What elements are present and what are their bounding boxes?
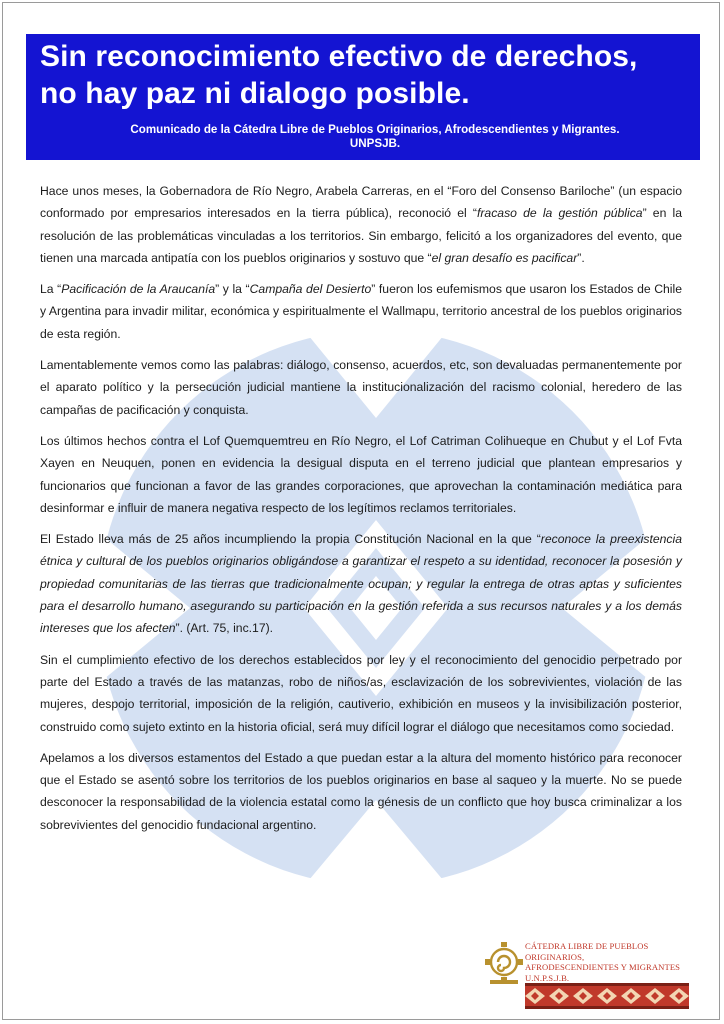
logo-spiral-icon: [484, 940, 524, 988]
paragraph-7: Apelamos a los diversos estamentos del Estado a que puedan estar a la altura del momento histórico para reconocer que el Estado se asentó sobre los territorios de los pueblos originarios en base al saqueo y la muerte. No se puede desconocer la responsabilidad de la violencia estatal como la génesis de un conflicto que hoy busca criminalizar a los sobrevivientes del genocidio fundacional argentino.: [40, 750, 682, 832]
p1-text-c: ” en la resolución de las problemáticas vinculadas a los territorios. Sin embargo, felicitó a los organizadores del evento, que tienen una marcada antipatía con los pueblos originarios y sostuvo que “: [40, 206, 682, 265]
p1-text-e: ”.: [577, 250, 585, 265]
subtitle-line-1: Comunicado de la Cátedra Libre de Pueblos Originarios, Afrodescendientes y Migrantes.: [130, 123, 620, 136]
p1-quote-fracaso: fracaso de la gestión pública: [476, 206, 643, 221]
header-banner: [26, 34, 700, 160]
logo-pattern-band: [525, 983, 689, 1009]
logo-line-2: AFRODESCENDIENTES Y MIGRANTES: [525, 962, 681, 973]
p5-text-c: ”. (Art. 75, inc.17).: [175, 621, 274, 636]
subtitle-line-2: UNPSJB.: [349, 137, 401, 150]
logo-line-1: CÁTEDRA LIBRE DE PUEBLOS ORIGINARIOS,: [525, 941, 649, 962]
paragraph-5: [40, 528, 682, 639]
p5-text-a: El Estado lleva más de 25 años incumpliendo la propia Constitución Nacional en la que “: [40, 532, 541, 547]
p2-text-a: La “: [40, 282, 62, 297]
paragraph-6: Sin el cumplimiento efectivo de los derechos establecidos por ley y el reconocimiento del genocidio perpetrado por parte del Estado a través de las matanzas, robo de niños/as, esclavización de los sobrevivientes, violación de las mujeres, despojo territorial, imposición de la religión, cautiverio, exhibición en museos y la invisibilización posterior, construido como sujeto extinto en la historia oficial, será muy difícil lograr el diálogo que necesitamos como sociedad.: [40, 652, 682, 734]
subtitle: [40, 123, 690, 151]
logo-text: [525, 941, 696, 983]
paragraph-4: Los últimos hechos contra el Lof Quemquemtreu en Río Negro, el Lof Catriman Colihueque en Chubut y el Lof Fvta Xayen en Neuquen, ponen en evidencia la desigual disputa en el terreno judicial que plantean empresarios y funcionarios que funcionan a favor de las grandes corporaciones, que aprovechan la contaminación mediática para desinformar e influir de manera negativa respecto de los legítimos reclamos territoriales.: [40, 433, 682, 515]
p2-quote-desierto: Campaña del Desierto: [249, 282, 372, 297]
title-line-2: no hay paz ni dialogo posible.: [40, 77, 470, 110]
p1-quote-desafio: el gran desafío es pacificar: [431, 250, 578, 265]
p1-text-a: Hace unos meses, la Gobernadora de Río Negro, Arabela Carreras, en el “Foro del Consenso Bariloche” (un espacio conformado por empresarios interesados en la tierra pública), reconoció el “: [40, 184, 682, 221]
paragraph-3: Lamentablemente vemos como las palabras: diálogo, consenso, acuerdos, etc, son devaluadas permanentemente por el aparato político y la persecución judicial mantiene la institucionalización del racismo colonial, heredero de las campañas de pacificación y conquista.: [40, 358, 682, 417]
p2-text-e: ” fueron los eufemismos que usaron los Estados de Chile y Argentina para invadir militar, económica y espiritualmente el Wallmapu, territorio ancestral de los pueblos originarios de esta región.: [40, 282, 682, 341]
logo-line-3: U.N.P.S.J.B.: [525, 972, 570, 983]
p5-constitution-quote: reconoce la preexistencia étnica y cultural de los pueblos originarios obligándose a garantizar el respeto a su identidad, reconocer la posesión y propiedad comunitarias de las tierras que tradicionalmente ocupan; y regular la entrega de otras aptas y suficientes para el desarrollo humano, asegurando su participación en la gestión referida a sus recursos naturales y a los demás intereses que los afecten: [40, 532, 682, 636]
title-line-1: Sin reconocimiento efectivo de derechos,: [40, 40, 638, 73]
communique-body: [40, 180, 682, 845]
p2-text-c: ” y la “: [215, 282, 250, 297]
catedra-logo: [484, 938, 696, 1014]
p2-quote-araucania: Pacificación de la Araucanía: [61, 282, 216, 297]
paragraph-1: [40, 180, 682, 269]
paragraph-2: [40, 278, 682, 345]
